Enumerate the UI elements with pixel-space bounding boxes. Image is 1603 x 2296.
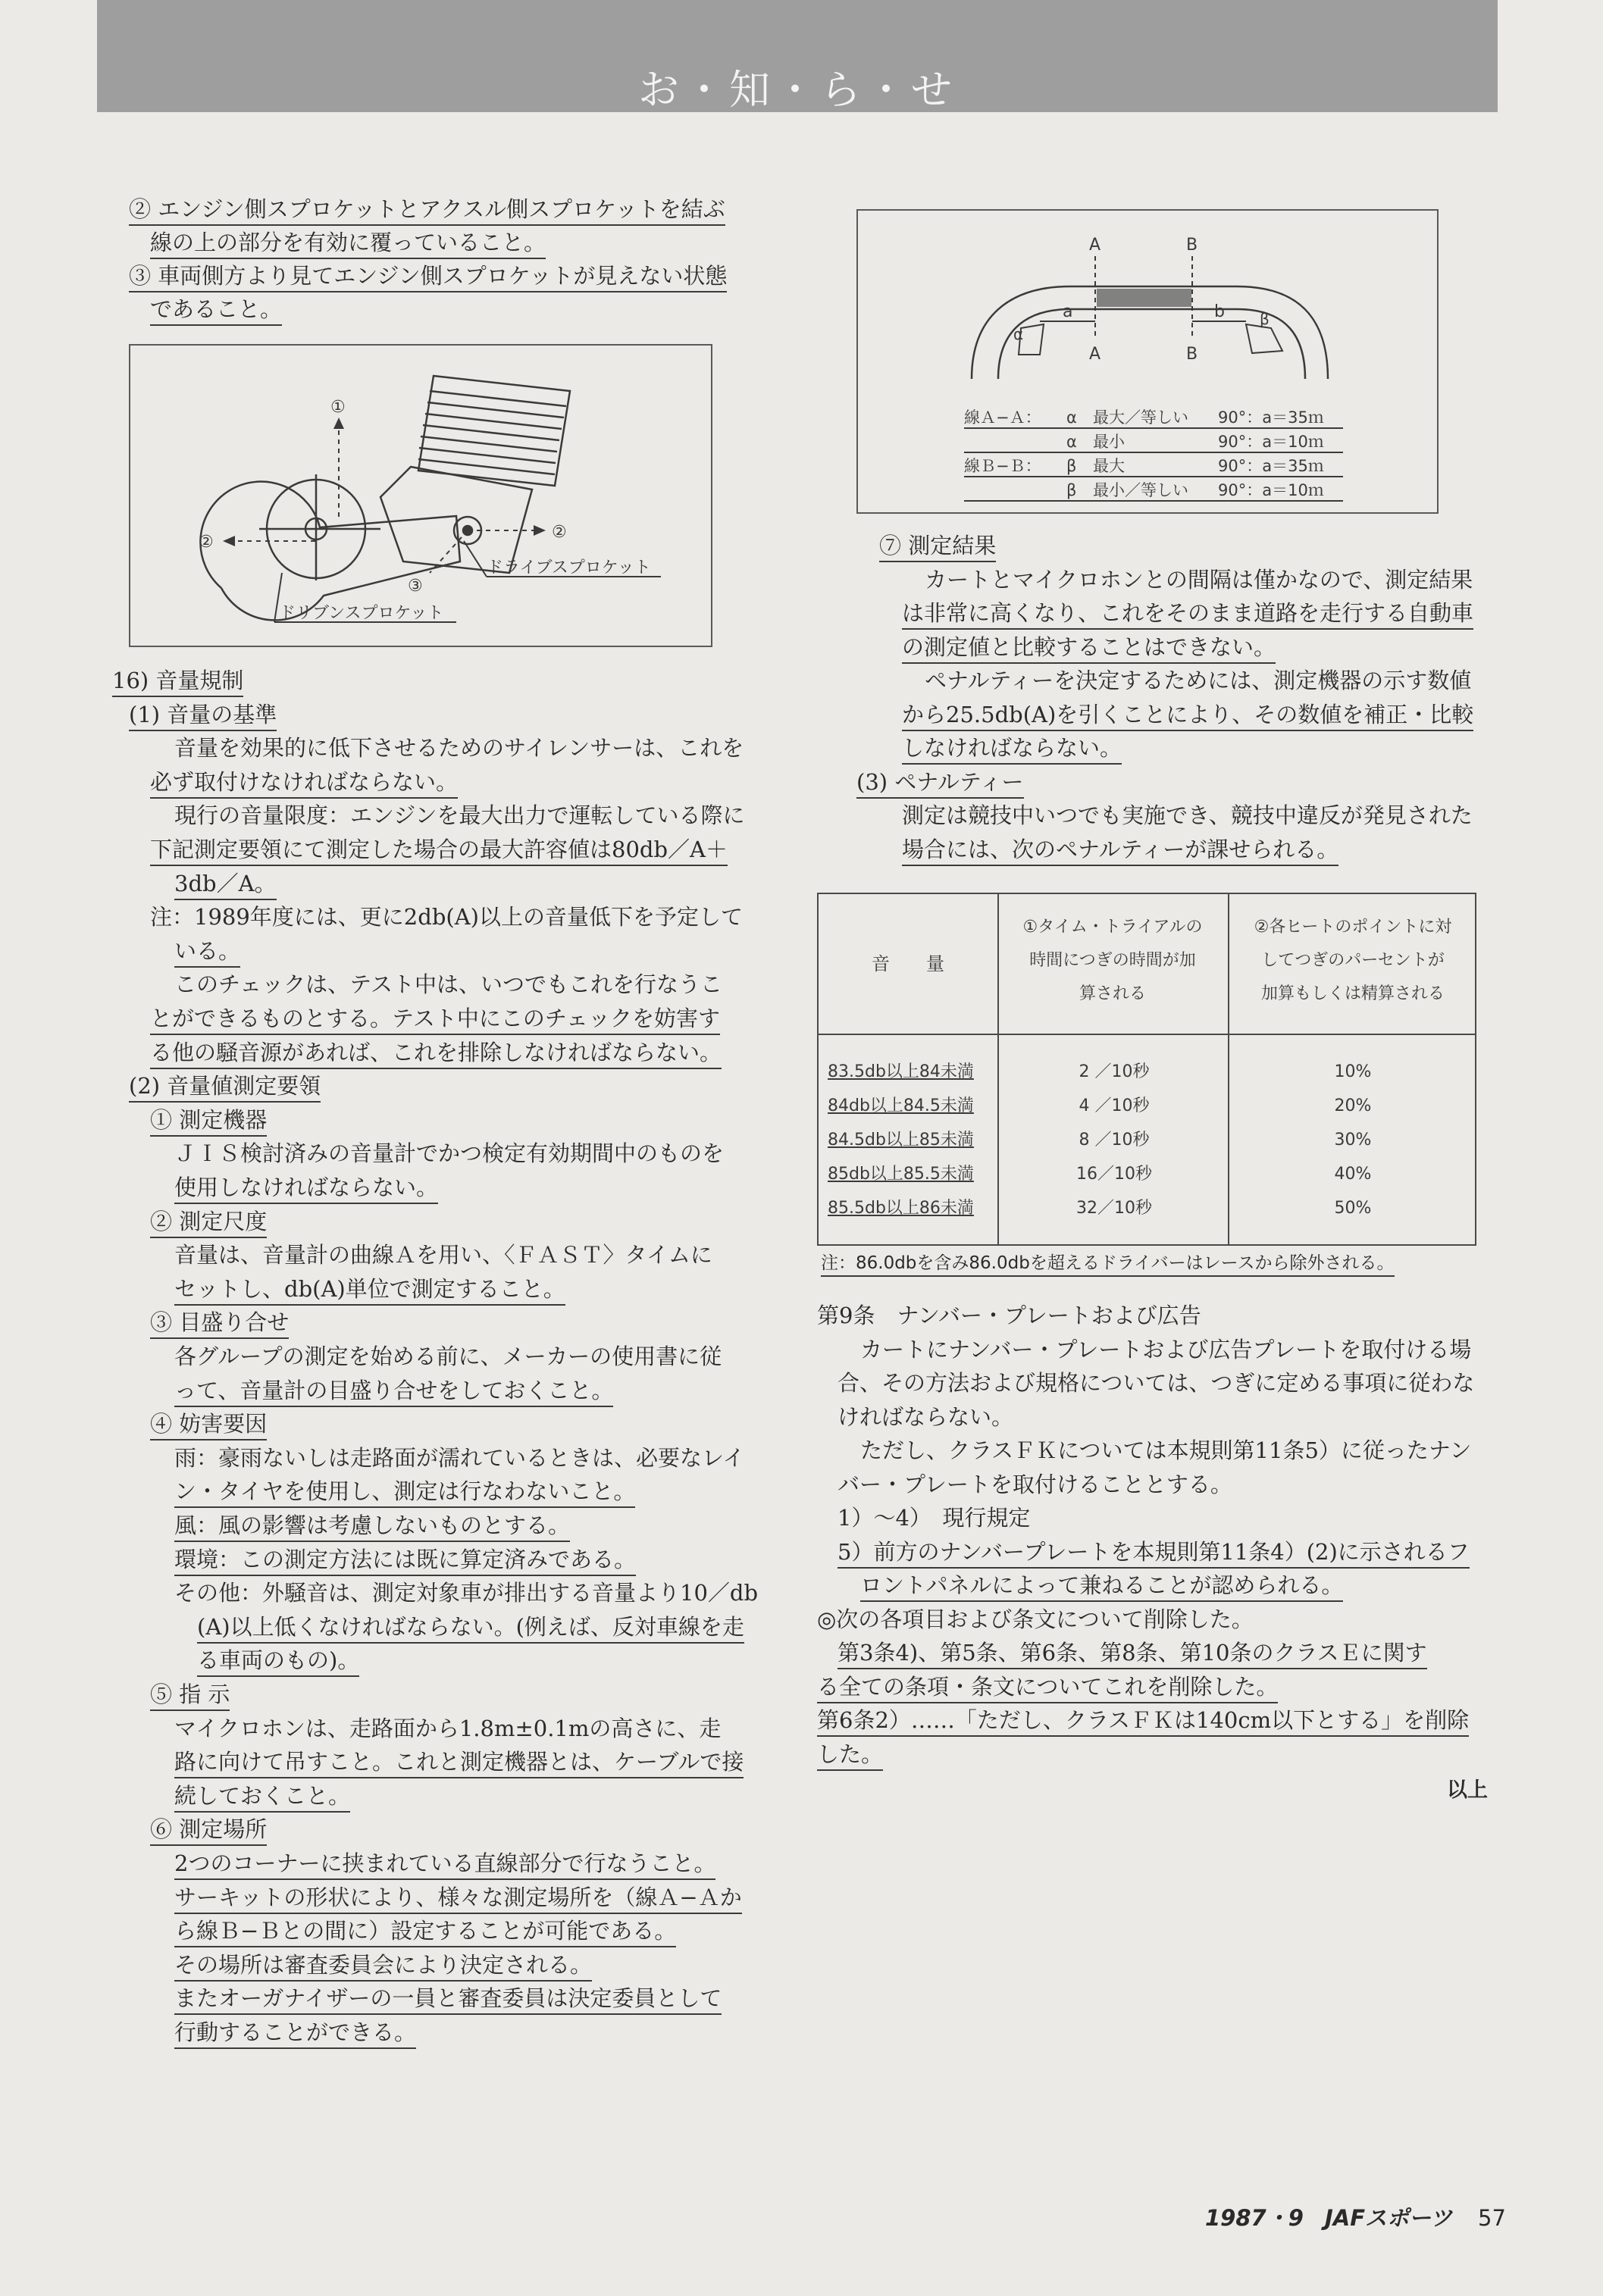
fig1-label-1: ① bbox=[330, 398, 346, 417]
text-line: 路に向けて吊すこと。これと測定機器とは、ケーブルで接 bbox=[174, 1748, 744, 1778]
text-line: であること。 bbox=[150, 296, 282, 326]
text-line: 現行の音量限度：エンジンを最大出力で運転している際に bbox=[174, 802, 745, 829]
measurement-location-diagram bbox=[856, 209, 1439, 514]
text-line: る他の騒音源があれば、これを排除しなければならない。 bbox=[150, 1039, 722, 1069]
text-line: る車両のもの)。 bbox=[197, 1647, 359, 1677]
table-cell: 30% bbox=[1334, 1131, 1372, 1150]
table-cell: 16／10秒 bbox=[1076, 1165, 1152, 1184]
fig2-spec-cond: 最小 bbox=[1093, 433, 1125, 451]
table-cell: 50% bbox=[1334, 1199, 1372, 1218]
page-title: お・知・ら・せ bbox=[638, 66, 956, 114]
fig2-label-alpha: α bbox=[1013, 325, 1024, 343]
text-line: 風：風の影響は考慮しないものとする。 bbox=[174, 1512, 570, 1542]
text-line: 2つのコーナーに挟まれている直線部分で行なうこと。 bbox=[174, 1850, 715, 1880]
fig2-label-beta: β bbox=[1260, 310, 1270, 328]
text-line: 第3条4)、第5条、第6条、第8条、第10条のクラスＥに関す bbox=[838, 1639, 1427, 1669]
table-cell: 32／10秒 bbox=[1076, 1199, 1152, 1218]
text-line: の測定値と比較することはできない。 bbox=[902, 633, 1276, 664]
text-line: 注：1989年度には、更に2db(A)以上の音量低下を予定して bbox=[150, 904, 743, 931]
fig2-label-A-bottom: A bbox=[1089, 345, 1101, 364]
text-line: カートとマイクロホンとの間隔は僅かなので、測定結果 bbox=[925, 566, 1473, 593]
text-line: いる。 bbox=[174, 937, 240, 968]
table-cell: 20% bbox=[1334, 1096, 1372, 1115]
footer-date: 1987・9 bbox=[1205, 2205, 1304, 2231]
fig2-spec-val: 90°：a＝35ｍ bbox=[1218, 408, 1324, 427]
fig1-label-3: ③ bbox=[408, 577, 423, 596]
table-cell: 85.5db以上86未満 bbox=[828, 1199, 974, 1218]
fig2-spec-val: 90°：a＝10ｍ bbox=[1218, 481, 1324, 499]
text-line: ③ 車両側方より見てエンジン側スプロケットが見えない状態 bbox=[129, 262, 727, 292]
fig2-spec-val: 90°：a＝10ｍ bbox=[1218, 433, 1324, 451]
table-cell: 84.5db以上85未満 bbox=[828, 1131, 974, 1150]
table-header-volume: 音 量 bbox=[872, 953, 944, 974]
text-line: 16) 音量規制 bbox=[112, 667, 243, 697]
text-line: その他：外騒音は、測定対象車が排出する音量より10／db bbox=[174, 1580, 759, 1606]
text-line: 行動することができる。 bbox=[174, 2019, 416, 2049]
text-line: ければならない。 bbox=[838, 1403, 1014, 1430]
text-line: ⑦ 測定結果 bbox=[879, 532, 996, 562]
text-line: ⑥ 測定場所 bbox=[150, 1816, 267, 1846]
fig2-spec-sym: α bbox=[1066, 408, 1077, 427]
footer-magazine: JAFスポーツ bbox=[1325, 2205, 1452, 2231]
text-line: 5）前方のナンバープレートを本規則第11条4）(2)に示されるフ bbox=[838, 1538, 1470, 1569]
text-line: (3) ペナルティー bbox=[856, 768, 1024, 799]
header-banner bbox=[97, 0, 1498, 112]
text-line: (1) 音量の基準 bbox=[129, 701, 277, 731]
text-line: から25.5db(A)を引くことにより、その数値を補正・比較 bbox=[902, 701, 1473, 731]
text-line: した。 bbox=[817, 1741, 883, 1771]
fig2-spec-sym: β bbox=[1066, 457, 1077, 475]
text-line: 第6条2）……「ただし、クラスＦＫは140cm以下とする」を削除 bbox=[817, 1706, 1469, 1737]
table-cell: 83.5db以上84未満 bbox=[828, 1062, 974, 1081]
table-note: 注：86.0dbを含み86.0dbを超えるドライバーはレースから除外される。 bbox=[821, 1249, 1395, 1277]
text-line: またオーガナイザーの一員と審査委員は決定委員として bbox=[174, 1985, 722, 2015]
text-line: 環境：この測定方法には既に算定済みである。 bbox=[174, 1546, 636, 1576]
text-line: 雨：豪雨ないしは走路面が濡れているときは、必要なレイ bbox=[174, 1444, 745, 1471]
table-cell: 10% bbox=[1334, 1062, 1372, 1081]
fig2-label-A-top: A bbox=[1089, 236, 1101, 255]
text-line: (A)以上低くなければならない。(例えば、反対車線を走 bbox=[197, 1613, 744, 1644]
text-line: ン・タイヤを使用し、測定は行なわないこと。 bbox=[174, 1478, 635, 1508]
text-line: ② 測定尺度 bbox=[150, 1208, 267, 1238]
text-line: しなければならない。 bbox=[902, 734, 1122, 765]
text-line: 場合には、次のペナルティーが課せられる。 bbox=[902, 836, 1338, 866]
text-line: ② エンジン側スプロケットとアクスル側スプロケットを結ぶ bbox=[129, 196, 725, 226]
text-line: ＪＩＳ検討済みの音量計でかつ検定有効期間中のものを bbox=[174, 1140, 725, 1167]
text-line: マイクロホンは、走路面から1.8m±0.1mの高さに、走 bbox=[174, 1715, 722, 1741]
text-line: 測定は競技中いつでも実施でき、競技中違反が発見された bbox=[902, 802, 1473, 828]
fig1-label-2b: ② bbox=[552, 523, 567, 542]
text-line: ただし、クラスＦＫについては本規則第11条5）に従ったナン bbox=[860, 1437, 1472, 1463]
fig2-spec-line: 線Ａ−Ａ： bbox=[964, 408, 1041, 427]
text-line: る全ての条項・条文についてこれを削除した。 bbox=[817, 1673, 1278, 1703]
table-header-time: ①タイム・トライアルの 時間につぎの時間が加 算される bbox=[1022, 918, 1203, 1003]
fig2-label-B-bottom: B bbox=[1186, 345, 1198, 364]
text-line: その場所は審査委員会により決定される。 bbox=[174, 1951, 592, 1982]
table-cell: 4 ／10秒 bbox=[1079, 1096, 1150, 1115]
text-line: とができるものとする。テスト中にこのチェックを妨害す bbox=[150, 1005, 720, 1035]
text-line: 下記測定要領にて測定した場合の最大許容値は80db／A＋ bbox=[150, 836, 728, 866]
text-line: ① 測定機器 bbox=[150, 1106, 267, 1137]
text-line: バー・プレートを取付けることとする。 bbox=[838, 1471, 1232, 1497]
text-line: 音量は、音量計の曲線Ａを用い、〈ＦＡＳＴ〉タイムに bbox=[174, 1242, 712, 1268]
fig1-label-2a: ② bbox=[199, 533, 214, 552]
text-line: 使用しなければならない。 bbox=[174, 1174, 438, 1204]
text-line: って、音量計の目盛り合せをしておくこと。 bbox=[174, 1377, 613, 1407]
closing-mark: 以上 bbox=[1447, 1778, 1488, 1802]
sprocket-diagram bbox=[129, 344, 712, 647]
table-cell: 84db以上84.5未満 bbox=[828, 1096, 974, 1115]
text-line: 必ず取付けなければならない。 bbox=[150, 768, 458, 799]
fig2-spec-cond: 最大／等しい bbox=[1093, 408, 1188, 427]
fig2-label-b: b bbox=[1214, 302, 1225, 321]
text-line: ⑤ 指 示 bbox=[150, 1681, 230, 1711]
page-footer bbox=[1205, 2201, 1506, 2232]
text-line: (2) 音量値測定要領 bbox=[129, 1072, 321, 1103]
fig2-spec-sym: α bbox=[1066, 433, 1077, 451]
fig2-spec-cond: 最小／等しい bbox=[1093, 481, 1188, 499]
text-line: 音量を効果的に低下させるためのサイレンサーは、これを bbox=[174, 735, 744, 762]
text-line: ら線Ｂ−Ｂとの間に）設定することが可能である。 bbox=[174, 1917, 676, 1947]
page-number: 57 bbox=[1478, 2205, 1506, 2231]
text-line: カートにナンバー・プレートおよび広告プレートを取付ける場 bbox=[860, 1336, 1472, 1362]
text-line: ③ 目盛り合せ bbox=[150, 1309, 289, 1339]
text-line: 線の上の部分を有効に覆っていること。 bbox=[150, 229, 546, 259]
text-line: このチェックは、テスト中は、いつでもこれを行なうこ bbox=[174, 971, 722, 998]
text-line: ④ 妨害要因 bbox=[150, 1410, 267, 1440]
table-cell: 85db以上85.5未満 bbox=[828, 1165, 974, 1184]
penalty-table bbox=[817, 893, 1476, 1246]
table-cell: 2 ／10秒 bbox=[1079, 1062, 1150, 1081]
fig1-drive-label: ドライブスプロケット bbox=[487, 558, 651, 577]
table-cell: 40% bbox=[1334, 1165, 1372, 1184]
fig2-spec-cond: 最大 bbox=[1093, 457, 1125, 475]
text-line: 3db／A。 bbox=[174, 870, 277, 900]
text-line: は非常に高くなり、これをそのまま道路を走行する自動車 bbox=[902, 599, 1473, 630]
table-cell: 8 ／10秒 bbox=[1079, 1131, 1150, 1150]
text-line: 1）～4） 現行規定 bbox=[838, 1505, 1031, 1531]
text-line: ロントパネルによって兼ねることが認められる。 bbox=[860, 1572, 1343, 1602]
fig2-label-a: a bbox=[1063, 302, 1073, 321]
text-line: ペナルティーを決定するためには、測定機器の示す数値 bbox=[925, 668, 1472, 693]
fig1-driven-label: ドリブンスプロケット bbox=[279, 604, 444, 623]
text-line: セットし、db(A)単位で測定すること。 bbox=[174, 1275, 565, 1306]
text-line: 続しておくこと。 bbox=[174, 1782, 350, 1813]
text-line: 合、その方法および規格については、つぎに定める事項に従わな bbox=[838, 1370, 1475, 1396]
text-line: 各グループの測定を始める前に、メーカーの使用書に従 bbox=[174, 1344, 722, 1369]
text-line: ◎次の各項目および条文について削除した。 bbox=[817, 1606, 1254, 1632]
fig2-spec-line: 線Ｂ−Ｂ： bbox=[964, 457, 1041, 475]
text-line: サーキットの形状により、様々な測定場所を（線Ａ−Ａか bbox=[174, 1884, 742, 1914]
table-header-points: ②各ヒートのポイントに対 してつぎのパーセントが 加算もしくは精算される bbox=[1254, 918, 1452, 1003]
text-line: 第9条 ナンバー・プレートおよび広告 bbox=[817, 1303, 1201, 1328]
fig2-spec-val: 90°：a＝35ｍ bbox=[1218, 457, 1324, 475]
fig2-label-B-top: B bbox=[1186, 236, 1198, 255]
fig2-spec-sym: β bbox=[1066, 481, 1077, 499]
